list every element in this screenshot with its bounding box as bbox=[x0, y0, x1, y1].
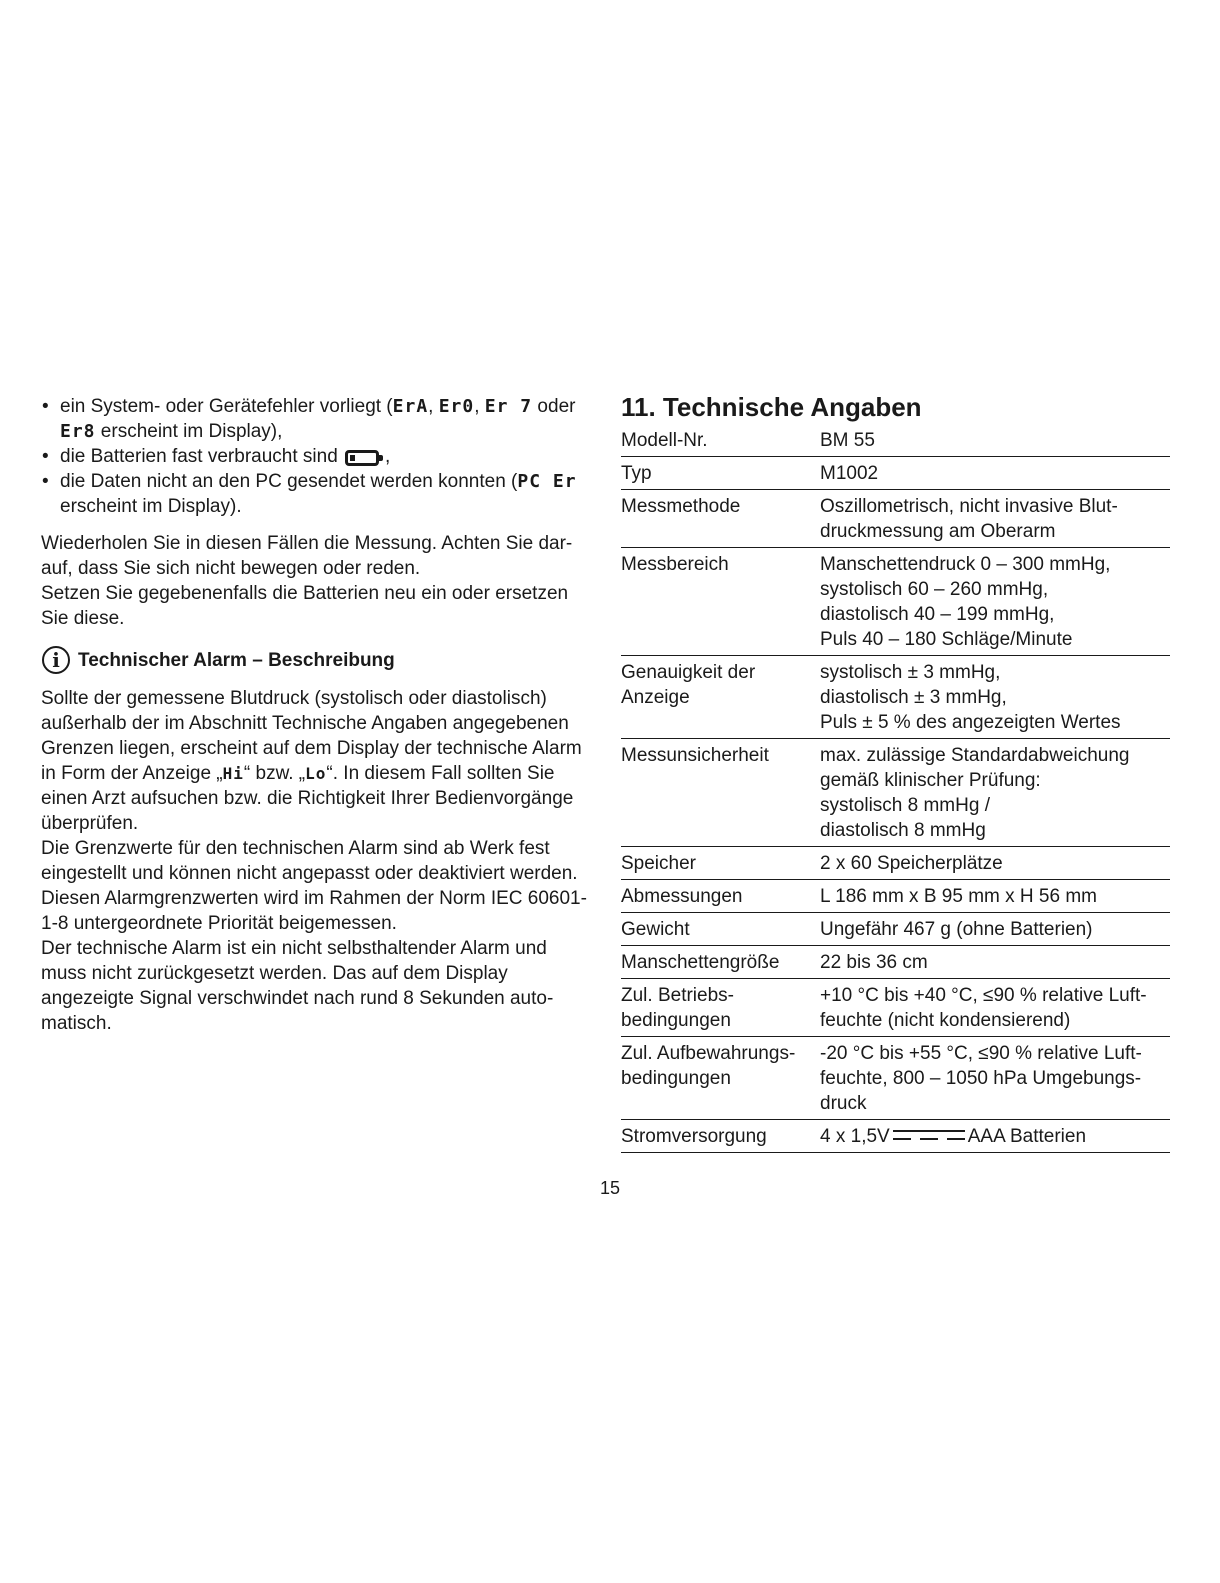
spec-value-line: max. zulässige Standardabweichung bbox=[820, 745, 1130, 766]
spec-value-line: BM 55 bbox=[820, 430, 875, 451]
spec-value-line: systolisch 8 mmHg / bbox=[820, 795, 990, 816]
spec-value-line: Manschettendruck 0 – 300 mmHg, bbox=[820, 554, 1111, 575]
bullet-text: die Batterien fast verbraucht sind bbox=[60, 446, 344, 467]
list-item bbox=[41, 394, 589, 444]
alarm-heading bbox=[41, 646, 589, 674]
table-row bbox=[621, 946, 1170, 979]
spec-value-line: Puls 40 – 180 Schläge/Minute bbox=[820, 629, 1073, 650]
spec-label: Speicher bbox=[621, 853, 696, 874]
spec-label: Messunsicherheit bbox=[621, 745, 769, 766]
table-row bbox=[621, 880, 1170, 913]
spec-value bbox=[820, 979, 1170, 1037]
spec-label: Messbereich bbox=[621, 554, 729, 575]
spec-value-line: Oszillometrisch, nicht invasive Blutdruckmessung am Oberarm bbox=[820, 496, 1118, 542]
lcd-code: PC Er bbox=[517, 471, 577, 492]
spec-label: Zul. Betriebsbedingungen bbox=[621, 985, 734, 1031]
spec-value bbox=[820, 847, 1170, 880]
paragraph-alarm-reset: Der technische Alarm ist ein nicht selbsthaltender Alarm und muss nicht zurückgesetzt werden. Das auf dem Display angezeigte Signal verschwindet nach rund 8 Sekunden automatisch. bbox=[41, 938, 554, 1034]
paragraph-text: “. In diesem Fall sollten Sie einen Arzt aufsuchen bzw. die Richtigkeit Ihrer Bedienvorgänge überprüfen. bbox=[41, 763, 574, 834]
error-conditions-list bbox=[41, 394, 589, 519]
spec-value bbox=[820, 1037, 1170, 1120]
spec-label: Gewicht bbox=[621, 919, 690, 940]
power-value-post: AAA Batterien bbox=[967, 1126, 1087, 1147]
table-row bbox=[621, 847, 1170, 880]
table-row bbox=[621, 1037, 1170, 1120]
table-row bbox=[621, 490, 1170, 548]
spec-value-line: M1002 bbox=[820, 463, 879, 484]
bullet-text: ein System- oder Gerätefehler vorliegt ( bbox=[60, 396, 393, 417]
page-number: 15 bbox=[599, 1178, 621, 1198]
spec-value-line: systolisch 60 – 260 mmHg, bbox=[820, 579, 1049, 600]
table-row bbox=[621, 548, 1170, 656]
alarm-heading-text: Technischer Alarm – Beschreibung bbox=[78, 649, 395, 671]
spec-value-line: diastolisch 40 – 199 mmHg, bbox=[820, 604, 1055, 625]
separator: , bbox=[474, 396, 485, 417]
paragraph-text: “ bzw. „ bbox=[243, 763, 306, 784]
spec-value bbox=[820, 1120, 1170, 1153]
separator: , bbox=[428, 396, 439, 417]
spec-label: Modell-Nr. bbox=[621, 430, 708, 451]
table-row bbox=[621, 1120, 1170, 1153]
lcd-code: Er0 bbox=[438, 396, 475, 417]
bullet-text: erscheint im Display). bbox=[60, 496, 242, 517]
spec-value bbox=[820, 548, 1170, 656]
right-column bbox=[621, 392, 1176, 1153]
bullet-text: die Daten nicht an den PC gesendet werden konnten ( bbox=[60, 471, 518, 492]
spec-label: Zul. Aufbewahrungsbedingungen bbox=[621, 1043, 796, 1089]
spec-label: Manschettengröße bbox=[621, 952, 780, 973]
table-row bbox=[621, 656, 1170, 739]
lcd-code: Lo bbox=[305, 764, 327, 783]
spec-label: Abmessungen bbox=[621, 886, 743, 907]
spec-value bbox=[820, 880, 1170, 913]
spec-value-line: Puls ± 5 % des angezeigten Wertes bbox=[820, 712, 1121, 733]
info-circle-icon: i bbox=[42, 646, 70, 674]
list-item bbox=[41, 469, 589, 519]
table-row bbox=[621, 913, 1170, 946]
lcd-code: Er 7 bbox=[484, 396, 533, 417]
table-row bbox=[621, 426, 1170, 457]
spec-label: Messmethode bbox=[621, 496, 741, 517]
left-column bbox=[41, 394, 589, 1036]
spec-value-line: systolisch ± 3 mmHg, bbox=[820, 662, 1001, 683]
table-row bbox=[621, 739, 1170, 847]
spec-value bbox=[820, 946, 1170, 979]
lcd-code: Er8 bbox=[60, 421, 96, 442]
paragraph-text: Sollte der gemessene Blutdruck (systolisch oder diastolisch) außerhalb der im Abschnitt Technische Angaben angegebenen Grenzen liegen, erscheint auf dem Display der technische Alarm in Form der Anzeige „ bbox=[41, 688, 582, 784]
spec-value-line: +10 °C bis +40 °C, ≤90 % relative Luftfeuchte (nicht kondensierend) bbox=[820, 985, 1147, 1031]
specs-table bbox=[621, 426, 1170, 1153]
spec-value-line: -20 °C bis +55 °C, ≤90 % relative Luftfeuchte, 800 – 1050 hPa Umgebungsdruck bbox=[820, 1043, 1142, 1114]
spec-value-line: Ungefähr 467 g (ohne Batterien) bbox=[820, 919, 1093, 940]
spec-value-line: 22 bis 36 cm bbox=[820, 952, 928, 973]
spec-value-line: diastolisch ± 3 mmHg, bbox=[820, 687, 1007, 708]
spec-value-line: L 186 mm x B 95 mm x H 56 mm bbox=[820, 886, 1097, 907]
section-title: 11. Technische Angaben bbox=[621, 392, 922, 422]
spec-value bbox=[820, 739, 1170, 847]
table-row bbox=[621, 979, 1170, 1037]
bullet-text: oder bbox=[532, 396, 576, 417]
table-row bbox=[621, 457, 1170, 490]
paragraph-alarm-description bbox=[41, 686, 589, 836]
spec-value-line: diastolisch 8 mmHg bbox=[820, 820, 986, 841]
spec-value bbox=[820, 913, 1170, 946]
bullet-text: erscheint im Display), bbox=[95, 421, 283, 442]
list-item bbox=[41, 444, 589, 469]
spec-value-line: 2 x 60 Speicherplätze bbox=[820, 853, 1003, 874]
spec-value bbox=[820, 656, 1170, 739]
spec-value bbox=[820, 490, 1170, 548]
power-value-pre: 4 x 1,5V bbox=[820, 1126, 890, 1147]
paragraph-repeat-measurement: Wiederholen Sie in diesen Fällen die Messung. Achten Sie darauf, dass Sie sich nicht bewegen oder reden. bbox=[41, 533, 573, 579]
spec-value-line: gemäß klinischer Prüfung: bbox=[820, 770, 1041, 791]
lcd-code: ErA bbox=[392, 396, 429, 417]
spec-value bbox=[820, 426, 1170, 457]
spec-label: Stromversorgung bbox=[621, 1126, 767, 1147]
spec-value bbox=[820, 457, 1170, 490]
spec-label: Typ bbox=[621, 463, 652, 484]
direct-current-icon bbox=[893, 1128, 965, 1142]
paragraph-batteries: Setzen Sie gegebenenfalls die Batterien neu ein oder ersetzen Sie diese. bbox=[41, 583, 569, 629]
bullet-text: , bbox=[385, 446, 391, 467]
lcd-code: Hi bbox=[222, 764, 244, 783]
paragraph-alarm-limits: Die Grenzwerte für den technischen Alarm sind ab Werk fest eingestellt und können nicht angepasst oder deaktiviert werden. Diesen Alarmgrenzwerten wird im Rahmen der Norm IEC 60601-1-8 untergeordnete Priorität beigemessen. bbox=[41, 838, 587, 934]
spec-label: Genauigkeit der Anzeige bbox=[621, 662, 756, 708]
battery-low-icon bbox=[345, 450, 379, 466]
